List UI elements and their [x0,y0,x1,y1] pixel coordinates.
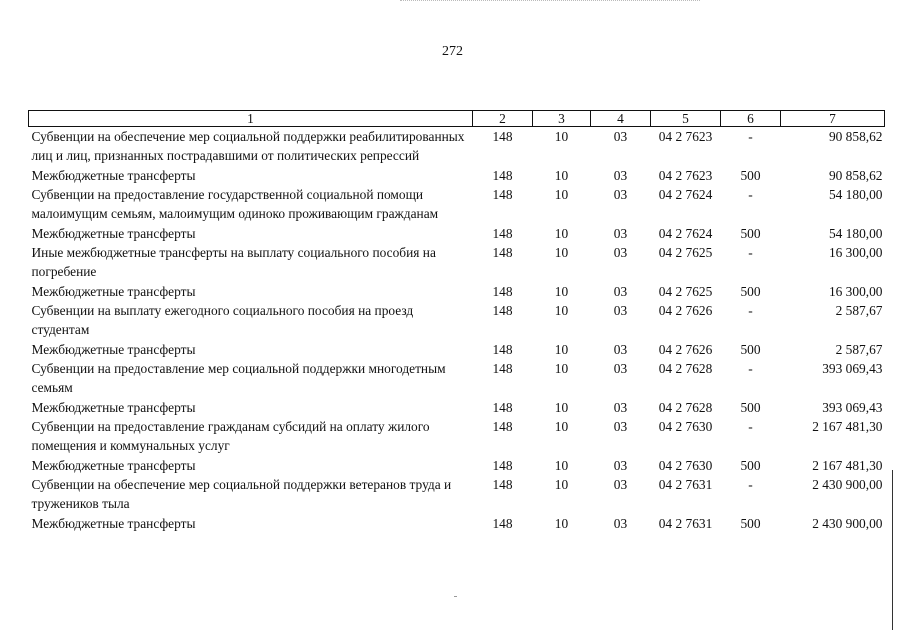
row-code-6: 500 [740,284,761,299]
row-code-6: - [748,477,753,492]
scan-artifact-top [400,0,700,4]
row-code-5: 04 2 7624 [658,226,713,241]
row-code-4: 03 [613,168,628,183]
row-code-3: 10 [554,303,569,318]
row-amount: 90 858,62 [828,168,883,183]
row-code-5: 04 2 7625 [658,245,713,260]
row-code-5: 04 2 7628 [658,400,713,415]
row-code-6: 500 [740,458,761,473]
table-row [29,243,885,281]
header-col-4: 4 [591,111,651,127]
header-col-7: 7 [781,111,885,127]
row-code-6: - [748,245,753,260]
row-code-2: 148 [492,516,513,531]
row-code-5: 04 2 7631 [658,516,713,531]
budget-table [28,110,885,533]
table-row [29,475,885,513]
row-code-5: 04 2 7626 [658,342,713,357]
row-code-5: 04 2 7623 [658,168,713,183]
row-code-6: - [748,361,753,376]
row-code-4: 03 [613,303,628,318]
row-amount: 90 858,62 [828,129,883,144]
row-code-4: 03 [613,342,628,357]
row-code-4: 03 [613,284,628,299]
row-code-2: 148 [492,226,513,241]
row-amount: 54 180,00 [828,187,883,202]
table-row [29,455,885,475]
table-row [29,513,885,533]
row-code-3: 10 [554,168,569,183]
table-row [29,223,885,243]
header-col-2: 2 [473,111,533,127]
row-code-3: 10 [554,419,569,434]
row-name: Межбюджетные трансферты [31,226,196,241]
row-amount: 16 300,00 [828,284,883,299]
table-row [29,339,885,359]
table-header [29,111,885,127]
row-code-6: 500 [740,342,761,357]
row-code-4: 03 [613,361,628,376]
row-name: Субвенции на предоставление гражданам субсидий на оплату жилого помещения и коммунальных услуг [31,419,430,453]
row-code-3: 10 [554,245,569,260]
row-code-2: 148 [492,361,513,376]
row-amount: 2 430 900,00 [812,516,883,531]
table-row [29,301,885,339]
row-code-3: 10 [554,458,569,473]
row-code-4: 03 [613,516,628,531]
row-name: Межбюджетные трансферты [31,284,196,299]
row-code-2: 148 [492,129,513,144]
row-code-4: 03 [613,400,628,415]
row-code-2: 148 [492,342,513,357]
row-name: Субвенции на выплату ежегодного социального пособия на проезд студентам [31,303,414,337]
row-code-4: 03 [613,419,628,434]
row-code-2: 148 [492,303,513,318]
row-code-6: - [748,419,753,434]
row-code-5: 04 2 7631 [658,477,713,492]
row-code-4: 03 [613,226,628,241]
header-row [29,111,885,127]
row-code-6: 500 [740,516,761,531]
header-col-1: 1 [29,111,473,127]
header-col-6: 6 [721,111,781,127]
row-name: Иные межбюджетные трансферты на выплату социального пособия на погребение [31,245,436,279]
row-name: Межбюджетные трансферты [31,458,196,473]
header-col-5: 5 [651,111,721,127]
row-name: Субвенции на обеспечение мер социальной поддержки реабилитированных лиц и лиц, признанных пострадавшими от политических репрессий [31,129,465,163]
row-amount: 2 587,67 [835,303,883,318]
row-code-2: 148 [492,400,513,415]
row-code-3: 10 [554,187,569,202]
header-col-3: 3 [533,111,591,127]
row-amount: 16 300,00 [828,245,883,260]
table-row [29,359,885,397]
row-name: Субвенции на предоставление мер социальной поддержки многодетным семьям [31,361,446,395]
page-number: 272 [442,44,463,59]
table-row [29,127,885,166]
row-amount: 2 430 900,00 [812,477,883,492]
table-row [29,397,885,417]
row-code-2: 148 [492,458,513,473]
row-code-5: 04 2 7626 [658,303,713,318]
row-code-5: 04 2 7628 [658,361,713,376]
row-code-3: 10 [554,342,569,357]
row-code-5: 04 2 7630 [658,458,713,473]
row-code-3: 10 [554,477,569,492]
table-row [29,185,885,223]
row-code-5: 04 2 7623 [658,129,713,144]
row-amount: 2 587,67 [835,342,883,357]
scan-artifact-dot [454,596,457,597]
row-name: Субвенции на обеспечение мер социальной поддержки ветеранов труда и тружеников тыла [31,477,452,511]
row-code-5: 04 2 7624 [658,187,713,202]
row-code-6: 500 [740,168,761,183]
table-row [29,281,885,301]
row-code-5: 04 2 7630 [658,419,713,434]
row-code-6: - [748,303,753,318]
row-code-2: 148 [492,284,513,299]
row-name: Межбюджетные трансферты [31,342,196,357]
row-code-6: 500 [740,226,761,241]
row-code-4: 03 [613,477,628,492]
row-name: Межбюджетные трансферты [31,400,196,415]
row-code-4: 03 [613,245,628,260]
row-amount: 2 167 481,30 [812,419,883,434]
row-code-6: - [748,129,753,144]
row-code-3: 10 [554,516,569,531]
row-code-6: 500 [740,400,761,415]
row-code-3: 10 [554,361,569,376]
row-name: Межбюджетные трансферты [31,168,196,183]
row-code-2: 148 [492,245,513,260]
table-body [29,127,885,534]
row-name: Межбюджетные трансферты [31,516,196,531]
row-code-3: 10 [554,400,569,415]
row-amount: 2 167 481,30 [812,458,883,473]
row-code-3: 10 [554,129,569,144]
row-amount: 393 069,43 [822,400,883,415]
table-row [29,417,885,455]
row-code-3: 10 [554,226,569,241]
table-row [29,165,885,185]
row-name: Субвенции на предоставление государственной социальной помощи малоимущим семьям, малоимущим одиноко проживающим гражданам [31,187,439,221]
row-code-3: 10 [554,284,569,299]
row-code-4: 03 [613,129,628,144]
page-edge-line [892,470,893,630]
row-code-4: 03 [613,458,628,473]
row-code-2: 148 [492,477,513,492]
row-code-2: 148 [492,419,513,434]
row-code-2: 148 [492,187,513,202]
row-code-6: - [748,187,753,202]
row-code-5: 04 2 7625 [658,284,713,299]
row-amount: 393 069,43 [822,361,883,376]
row-code-4: 03 [613,187,628,202]
row-code-2: 148 [492,168,513,183]
row-amount: 54 180,00 [828,226,883,241]
